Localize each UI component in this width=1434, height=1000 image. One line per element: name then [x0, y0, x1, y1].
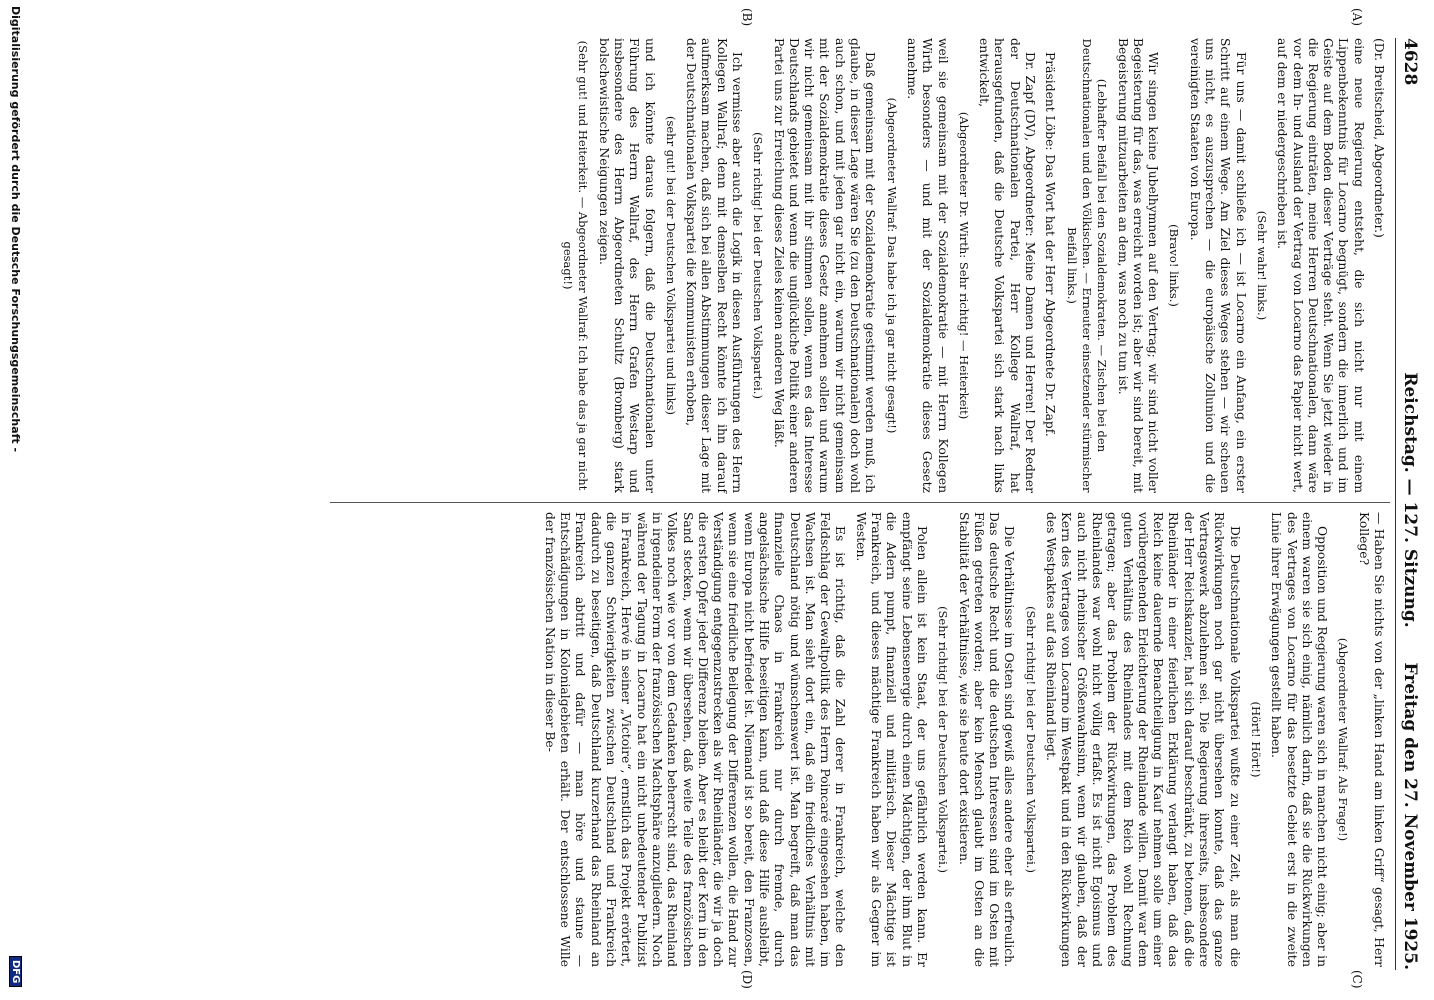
interjection: (Abgeordneter Wallraf: Als Frage!): [1336, 637, 1351, 842]
interjection: (sehr gut! bei der Deutschen Volkspartei und links): [663, 115, 678, 416]
header-rule: [1395, 38, 1396, 970]
interjection: (Sehr gut! und Heiterkeit. — Abgeordneter Wallraf: Ich habe das ja gar nicht gesagt!): [561, 40, 591, 491]
interjection: (Sehr richtig! bei der Deutschen Volkspartei.): [751, 132, 766, 399]
page-header: [1394, 0, 1420, 1000]
paragraph: und ich könnte daraus folgern, daß die Deutschnationalen unter Führung des Herrn Wallraf, des Herrn Grafen Westarp und insbesondere des Herrn Abgeordneten Schultz (Bromberg) stark bolschewistische Neigungen zeigen.: [596, 38, 657, 493]
margin-letter-d: (D): [740, 970, 754, 989]
paragraph: Daß gemeinsam mit der Sozialdemokratie gestimmt werden muß, ich glaube, in dieser Lage wären Sie (zu den Deutschnationalen) doch wohl auch schon, und mit jeden gar nicht ein, warum wir nicht gemeinsam mit der Sozialdemokratie dieses Gesetz annehmen sollen und warum wir nicht gemeinsam mit ihr stimmen sollen, wenn es das Interesse Deutschlands gebietet und wenn die unglückliche Politik einer anderen Partei uns zur Erreichung dieses Zieles keinen anderen Weg läßt.: [771, 38, 878, 493]
dfg-logo: DFG: [9, 956, 22, 987]
interjection: (Sehr richtig! bei der Deutschen Volkspartei.): [1023, 606, 1038, 873]
paragraph: Dr. Zapf (DV), Abgeordneter: Meine Damen und Herren! Der Redner der Deutschnationalen Partei, Herr Kollege Wallraf, hat herausgefunden, daß die Deutsche Volkspartei sich stark nach links entwickelt,: [977, 38, 1038, 493]
paragraph: Ich vermisse aber auch die Logik in diesen Ausführungen des Herrn Kollegen Wallraf; denn mit demselben Recht könnte ich ihn darauf aufmerksam machen, daß sich bei allen Abstimmungen dieser Lage mit der Deutschnationalen Volkspartei die Kommunisten erhoben,: [684, 38, 745, 493]
page-title: Reichstag. — 127. Sitzung.: [1400, 372, 1420, 628]
page-footer: [6, 0, 22, 1000]
page-number: 4628: [1400, 38, 1420, 86]
paragraph: (Dr. Breitscheid, Abgeordneter.): [1372, 38, 1386, 238]
interjection: (Lebhafter Beifall bei den Sozialdemokraten. — Zischen bei den Deutschnationalen und den Völkischen. — Erneuter einsetzender stürmischer Beifall links.): [1064, 38, 1110, 493]
footer-credit: Digitalisierung gefördert durch die Deutsche Forschungsgemeinschaft -: [9, 6, 22, 453]
paragraph: eine neue Regierung entsteht, die sich nicht nur mit einem Lippenbekenntnis für Locarno begnügt, sondern die innerlich und im Geiste auf dem Boden dieser Verträge steht. Wenn Sie jetzt wieder in die Regierung einträten, meine Herren Deutschnationalen, dann wäre vor dem In- und Ausland der Vertrag von Locarno das Papier nicht wert, auf dem er niedergeschrieben ist.: [1275, 38, 1366, 493]
paragraph: Die Deutschnationale Volkspartei wußte zu einer Zeit, als man die Rückwirkungen noch gar nicht übersehen konnte, daß das ganze Vertragswerk abzulehnen sei. Die Regierung ihrerseits, insbesondere der Herr Reichskanzler, hat sich darauf beschränkt, zu betonen, daß die Rheinländer in einer feierlichen Erklärung verlangt haben, daß das Reich keine dauernde Benachteiligung in Kauf nehmen solle um einer vorübergehenden Erleichterung der Rheinlande willen. Damit war dem guten Verhältnis des Rheinlandes mit dem Reich wohl Rechnung getragen; aber das Problem der Rückwirkungen, das Problem des Rheinlandes war wohl nicht völlig erfaßt. Es ist nicht Egoismus und auch nicht rheinischer Größenwahnsinn, wenn wir glauben, daß der Kern des Vertrages von Locarno im Westpakt und in den Rückwirkungen des Westpaktes auf das Rheinland liegt.: [1044, 512, 1242, 967]
paragraph: Wir singen keine Jubelhymnen auf den Vertrag; wir sind nicht voller Begeisterung für das, was erreicht worden ist; aber wir sind bereit, mit Begeisterung mitzuarbeiten an dem, was noch zu tun ist.: [1115, 38, 1161, 493]
paragraph: — Haben Sie nichts von der „linken Hand am linken Griff“ gesagt, Herr Kollege?: [1356, 512, 1386, 967]
paragraph: Präsident Löbe: Das Wort hat der Herr Abgeordnete Dr. Zapf.: [1043, 52, 1058, 437]
paragraph: Für uns — damit schließe ich — ist Locarno ein Anfang, ein erster Schritt auf einem Wege. Am Ziel dieses Weges stehen — wir scheuen uns nicht, es auszusprechen — die europäische Zollunion und die vereinigten Staaten von Europa.: [1187, 38, 1248, 493]
paragraph: Opposition und Regierung waren sich in manchen nicht einig; aber in einem waren sie sich einig, nämlich darin, daß sie die Rückwirkungen des Vertrages von Locarno für das besetzte Gebiet erst in die zweite Linie ihrer Erwägungen gestellt haben.: [1269, 512, 1330, 967]
right-column: [537, 512, 1386, 967]
paragraph: Polen allein ist kein Staat, der uns gefährlich werden kann. Er empfängt seine Lebensenergie durch einen Mächtigen, der ihm Blut in die Adern pumpt, finanziell und militärisch. Dieser Mächtige ist Frankreich, und dieses mächtige Frankreich haben wir als Gegner im Westen.: [853, 512, 929, 967]
interjection: (Sehr richtig! bei der Deutschen Volkspartei.): [936, 606, 951, 873]
interjection: (Abgeordneter Wallraf: Das habe ich ja gar nicht gesagt!): [884, 97, 899, 434]
margin-letter-a: (A): [1350, 8, 1364, 27]
paragraph: Die Verhältnisse im Osten sind gewiß alles andere eher als erfreulich. Das deutsche Recht und die deutschen Interessen sind im Osten mit Füßen getreten worden; aber kein Mensch glaubt im Osten an die Stabilität der Verhältnisse, wie sie heute dort existieren.: [956, 512, 1017, 967]
interjection: (Sehr wahr! links.): [1254, 210, 1269, 321]
margin-letter-b: (B): [740, 8, 754, 27]
interjection: (Bravo! links.): [1167, 224, 1182, 307]
column-divider: [330, 502, 1390, 503]
paragraph: Es ist richtig, daß die Zahl derer in Frankreich, welche den Feldschlag der Gewaltpolitik des Herrn Poincaré eingesehen haben, im Wachsen ist. Man sieht dort ein, daß ein friedliches Verhältnis mit Deutschland nötig und wünschenswert ist. Man begreift, daß man das finanzielle Chaos in Frankreich nur durch fremde, durch angelsächsische Hilfe beseitigen kann, und daß diese Hilfe ausbleibt, wenn Europa nicht befriedet ist. Niemand ist so bereit, den Franzosen, wenn sie eine friedliche Beilegung der Differenzen wollen, die Hand zur Verständigung entgegenzustrecken als wir Rheinländer, die wir ja doch die ersten Opfer jeder Differenz bleiben. Aber es bleibt der Kern in den Sand stecken, wenn wir übersehen, daß weite Teile des französischen Volkes noch wie vor von dem Gedanken beherrscht sind, das Rheinland in irgendeiner Form der französischen Machtsphäre anzugliedern. Noch während der Tagung in Locarno hat ein nicht unbedeutender Publizist in Frankreich, Hervé in seiner „Victoire“, ernstlich das Projekt erörtert, die ganzen Schwierigkeiten zwischen Deutschland und Frankreich dadurch zu beseitigen, daß Deutschland kurzerhand das Rheinland an Frankreich abtritt und dafür — man höre und staune — Entschädigungen in Kolonialgebieten erhält. Der entschlossene Wille der französischen Nation in dieser Be-: [542, 512, 848, 967]
interjection: (Abgeordneter Dr. Wirth: Sehr richtig! — Heiterkeit): [956, 111, 971, 420]
interjection: (Hört! Hört!): [1248, 701, 1263, 778]
left-column: [554, 38, 1386, 493]
margin-letter-c: (C): [1350, 970, 1364, 989]
paragraph: weil sie gemeinsam mit der Sozialdemokratie — mit Herrn Kollegen Wirth besonders — und mit der Sozialdemokratie dieses Gesetz annehme.: [904, 38, 950, 493]
session-date: Freitag den 27. November 1925.: [1400, 662, 1420, 970]
